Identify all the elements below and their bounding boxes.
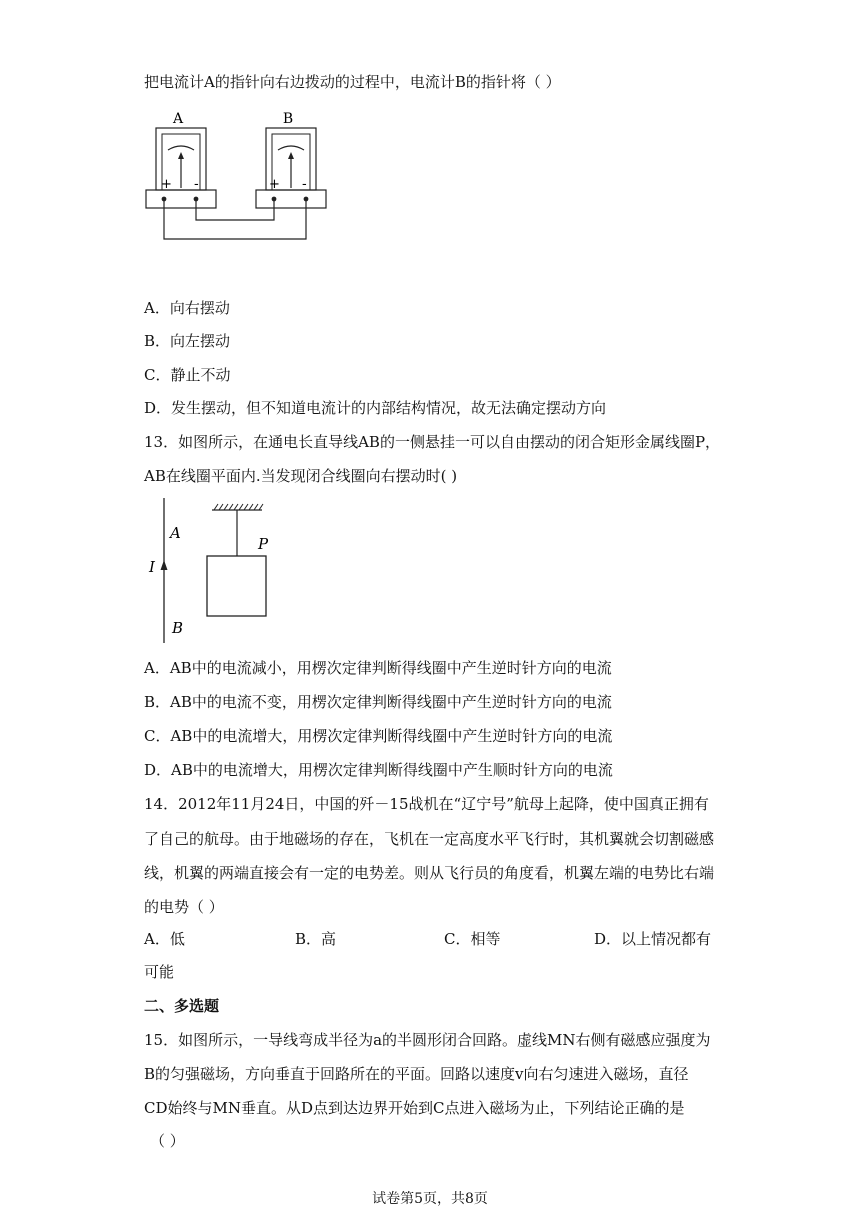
wire-label-a: A bbox=[170, 524, 181, 542]
meter-b-minus: - bbox=[302, 177, 307, 192]
q14-text-line3: 线，机翼的两端直接会有一定的电势差。则从飞行员的角度看，机翼左端的电势比右端 bbox=[144, 864, 715, 882]
q14-text-line1: 14．2012年11月24日，中国的歼－15战机在“辽宁号”航母上起降，使中国真正拥有 bbox=[144, 795, 709, 813]
q12-option-c: C．静止不动 bbox=[144, 366, 231, 384]
wire-coil-figure bbox=[140, 498, 300, 648]
q15-text-line1: 15．如图所示，一导线弯成半径为a的半圆形闭合回路。虚线MN右侧有磁感应强度为 bbox=[144, 1031, 711, 1049]
q15-text-line4: （ ） bbox=[150, 1132, 185, 1150]
meter-b-plus: + bbox=[269, 177, 280, 192]
meter-a-minus: - bbox=[194, 177, 199, 192]
q14-option-b: B．高 bbox=[295, 930, 337, 948]
meter-a-label: A bbox=[172, 111, 184, 127]
q13-option-c: C．AB中的电流增大，用楞次定律判断得线圈中产生逆时针方向的电流 bbox=[144, 727, 613, 745]
q14-option-d: D．以上情况都有 bbox=[594, 930, 712, 948]
galvanometer-figure bbox=[144, 108, 334, 248]
meter-a-plus: + bbox=[161, 177, 172, 192]
q15-text-line3: CD始终与MN垂直。从D点到达边界开始到C点进入磁场为止，下列结论正确的是 bbox=[144, 1099, 685, 1117]
q13-option-a: A．AB中的电流减小，用楞次定律判断得线圈中产生逆时针方向的电流 bbox=[144, 659, 612, 677]
coil-label-p: P bbox=[258, 535, 269, 553]
current-label-i: I bbox=[149, 558, 155, 576]
meter-b-label: B bbox=[282, 111, 294, 127]
q14-text-line2: 了自己的航母。由于地磁场的存在，飞机在一定高度水平飞行时，其机翼就会切割磁感 bbox=[144, 830, 715, 848]
q13-text-line2: AB在线圈平面内.当发现闭合线圈向右摆动时( ) bbox=[144, 467, 458, 485]
wire-label-b: B bbox=[172, 619, 184, 637]
q13-option-b: B．AB中的电流不变，用楞次定律判断得线圈中产生逆时针方向的电流 bbox=[144, 693, 612, 711]
q13-option-d: D．AB中的电流增大，用楞次定律判断得线圈中产生顺时针方向的电流 bbox=[144, 761, 613, 779]
q12-option-b: B．向左摆动 bbox=[144, 332, 231, 350]
q14-option-a: A．低 bbox=[144, 930, 185, 948]
q12-text: 把电流计A的指针向右边拨动的过程中，电流计B的指针将（ ） bbox=[144, 73, 561, 91]
q14-option-d-wrap: 可能 bbox=[144, 963, 175, 981]
q12-option-a: A．向右摆动 bbox=[144, 299, 230, 317]
page-footer: 试卷第5页，共8页 bbox=[372, 1191, 488, 1207]
q14-text-line4: 的电势（ ） bbox=[144, 898, 224, 916]
q14-option-c: C．相等 bbox=[444, 930, 501, 948]
q15-text-line2: B的匀强磁场，方向垂直于回路所在的平面。回路以速度v向右匀速进入磁场，直径 bbox=[144, 1065, 689, 1083]
section-title-multiple-choice: 二、多选题 bbox=[144, 997, 220, 1015]
q12-option-d: D．发生摆动，但不知道电流计的内部结构情况，故无法确定摆动方向 bbox=[144, 399, 607, 417]
q13-text-line1: 13．如图所示，在通电长直导线AB的一侧悬挂一可以自由摆动的闭合矩形金属线圈P， bbox=[144, 433, 721, 451]
